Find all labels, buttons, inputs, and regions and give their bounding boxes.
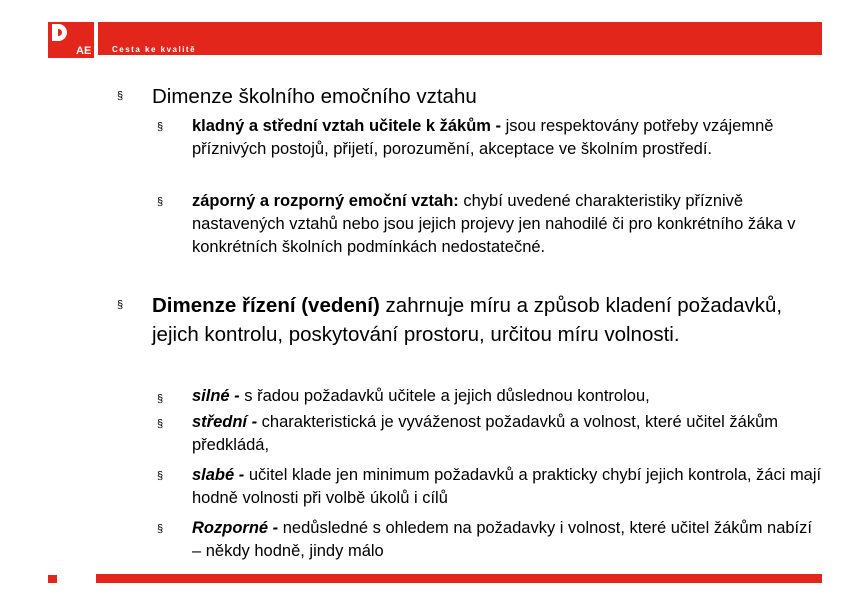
bullet-icon: § [157,196,164,208]
section2-item-3 [192,464,822,510]
item-text: jsou respektovány potřeby vzájemně příznivých postojů, přijetí, porozumění, akceptace ve školním prostředí. [192,117,774,158]
header-bar [98,22,822,55]
section2-title [152,291,822,349]
bullet-icon: § [157,523,164,535]
footer-bar [96,574,822,583]
logo-text: AE [76,45,92,57]
section1-item-1 [192,115,822,161]
item-lead: střední - [192,413,258,431]
bullet-icon: § [157,121,164,133]
section1-item-2 [192,190,822,259]
item-lead: silné - [192,387,240,405]
logo-p-shape [52,24,67,41]
bullet-icon: § [157,470,164,482]
item-lead: Rozporné - [192,519,279,537]
footer-square [48,575,57,583]
item-lead: záporný a rozporný emoční vztah: [192,192,459,210]
section2-item-1 [192,385,822,408]
bullet-icon: § [157,393,164,405]
item-text: nedůsledné s ohledem na požadavky i volnost, které učitel žákům nabízí – někdy hodně, jindy málo [192,519,812,560]
item-lead: kladný a střední vztah učitele k žákům - [192,117,502,135]
item-text: učitel klade jen minimum požadavků a prakticky chybí jejich kontrola, žáci mají hodně volnosti při volbě úkolů i cílů [192,466,822,507]
section2-item-4 [192,517,822,563]
item-text: charakteristická je vyváženost požadavků a volnost, které učitel žákům předkládá, [192,413,779,454]
item-text: chybí uvedené charakteristiky příznivě nastavených vztahů nebo jsou jejich projevy jen nahodilé či pro konkrétního žáka v konkrétních školních podmínkách nedostatečné. [192,192,796,256]
bullet-icon: § [157,418,164,430]
item-lead: slabé - [192,466,245,484]
item-text: s řadou požadavků učitele a jejich důslednou kontrolou, [239,387,650,405]
section1-title: Dimenze školního emočního vztahu [152,85,477,108]
slogan-text: Cesta ke kvalitě [112,45,197,54]
title-lead: Dimenze řízení (vedení) [152,294,380,317]
bullet-icon: § [117,299,124,311]
section2-item-2 [192,411,822,457]
bullet-icon: § [117,90,124,102]
title-text: zahrnuje míru a způsob kladení požadavků, jejich kontrolu, poskytování prostoru, určitou míru volnosti. [152,294,783,346]
